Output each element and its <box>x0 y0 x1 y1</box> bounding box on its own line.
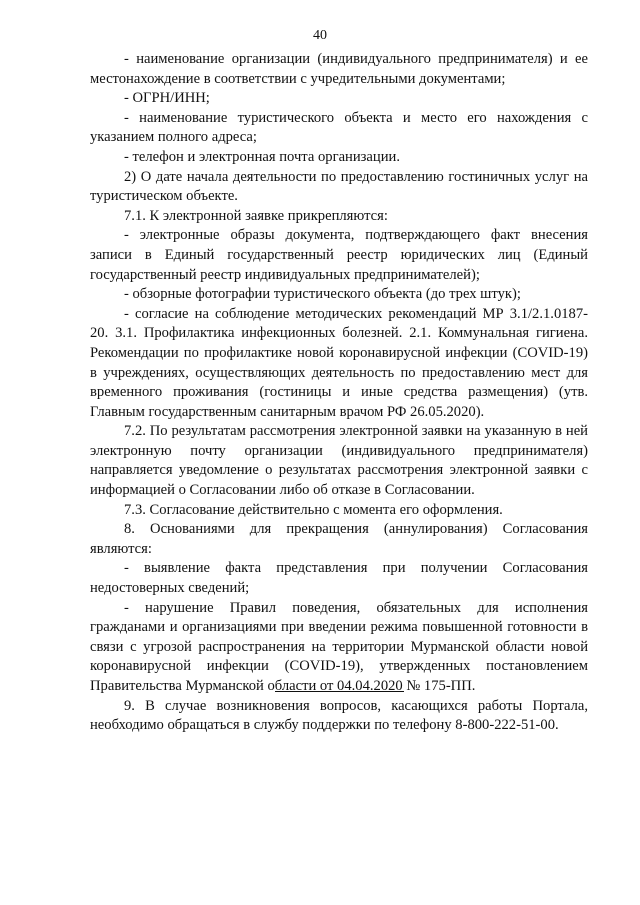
paragraph-rules-violation: - нарушение Правил поведения, обязательных для исполнения гражданами и организациями при введении режима повышенной готовности в связи с угрозой распространения на территории Мурманской области новой коронавирусной инфекции (COVID-19), утвержденных постановлением Правительства Мурманской области от 04.04.2020 № 175-ПП. <box>90 599 588 694</box>
paragraph-7-1: 7.1. К электронной заявке прикрепляются: <box>124 207 388 224</box>
paragraph-false-info: - выявление факта представления при получении Согласования недостоверных сведений; <box>90 560 588 597</box>
paragraph-object-name: - наименование туристического объекта и место его нахождения с указанием полного адреса; <box>90 109 588 146</box>
end-divider <box>275 691 404 692</box>
paragraph-ogrn-inn: - ОГРН/ИНН; <box>124 90 210 107</box>
paragraph-9-support: 9. В случае возникновения вопросов, касающихся работы Портала, необходимо обращаться в службу поддержки по телефону 8-800-222-51-00. <box>90 697 588 734</box>
paragraph-org-name: - наименование организации (индивидуального предпринимателя) и ее местонахождение в соответствии с учредительными документами; <box>90 51 588 87</box>
paragraph-7-2: 7.2. По результатам рассмотрения электронной заявки на указанную в ней электронную почту организации (индивидуального предпринимателя) направляется уведомление о результатах рассмотрения электронной заявки с информацией о Согласовании либо об отказе в Согласовании. <box>90 423 588 499</box>
paragraph-contacts: - телефон и электронная почта организации. <box>124 148 400 165</box>
paragraph-egrul-scans: - электронные образы документа, подтверждающего факт внесения записи в Единый государственный реестр юридических лиц (Единый государственный реестр индивидуальных предпринимателей); <box>90 227 588 283</box>
document-body <box>90 50 588 736</box>
paragraph-photos: - обзорные фотографии туристического объекта (до трех штук); <box>124 286 521 303</box>
paragraph-7-3: 7.3. Согласование действительно с момента его оформления. <box>124 501 503 518</box>
paragraph-start-date: 2) О дате начала деятельности по предоставлению гостиничных услуг на туристическом объекте. <box>90 168 588 205</box>
paragraph-consent: - согласие на соблюдение методических рекомендаций МР 3.1/2.1.0187-20. 3.1. Профилактика инфекционных болезней. 2.1. Коммунальная гигиена. Рекомендации по профилактике новой коронавирусной инфекции (COVID-19) в учреждениях, осуществляющих деятельность по предоставлению мест для временного проживания (гостиницы и иные средства размещения) (утв. Главным государственным санитарным врачом РФ 26.05.2020). <box>90 305 588 420</box>
page-number: 40 <box>313 28 327 43</box>
paragraph-8: 8. Основаниями для прекращения (аннулирования) Согласования являются: <box>90 521 588 557</box>
